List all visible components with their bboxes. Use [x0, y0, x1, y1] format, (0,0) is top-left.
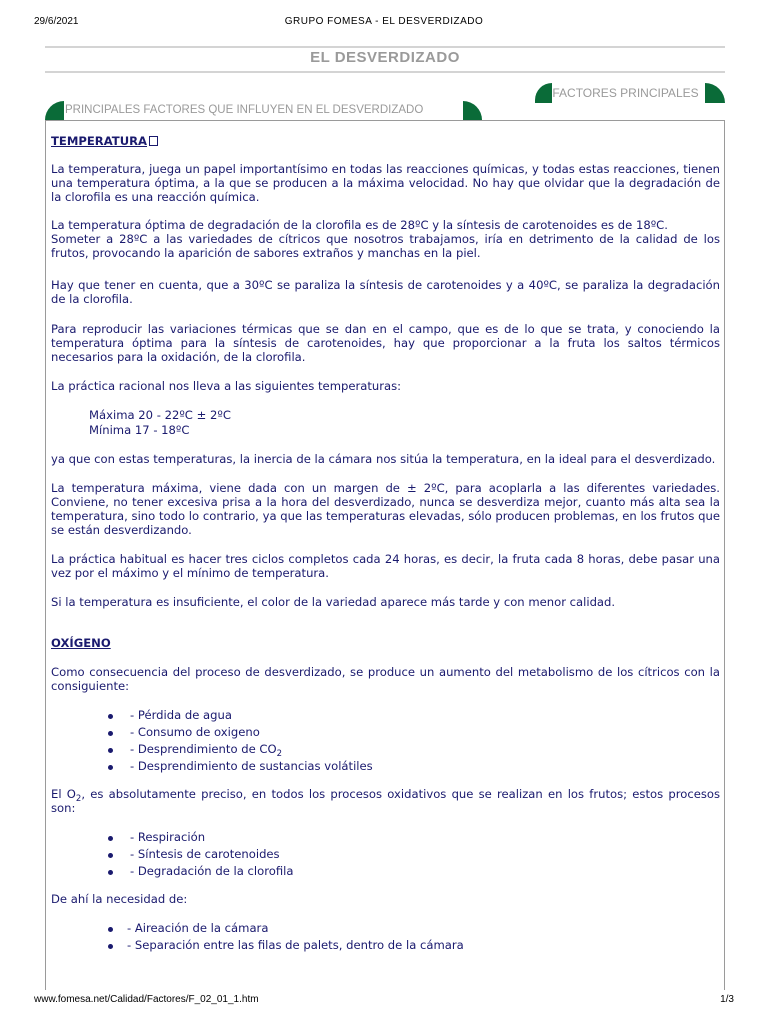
subscript: 2	[276, 749, 283, 759]
paragraph: La temperatura máxima, viene dada con un margen de ± 2ºC, para acoplarla a las diferentes variedades. Conviene, no tener excesiva prisa a la hora del desverdizado, nunca se desverdiza mejor, cuanto más alta sea la temperatura, sino todo lo contrario, ya que las temperaturas elevadas, sólo producen problemas, en los frutos que se están desverdizando.	[51, 481, 720, 537]
tab-cap-left	[45, 101, 64, 120]
list-item: - Respiración	[51, 829, 720, 846]
paragraph: La práctica habitual es hacer tres ciclos completos cada 24 horas, es decir, la fruta cada 8 horas, debe pasar una vez por el máximo y el mínimo de temperatura.	[51, 552, 720, 580]
paragraph: Someter a 28ºC a las variedades de cítricos que nosotros trabajamos, iría en detrimento de la calidad de los frutos, provocando la aparición de sabores extraños y manchas en la piel.	[51, 232, 720, 260]
title-divider	[45, 71, 725, 73]
paragraph: ya que con estas temperaturas, la inercia de la cámara nos sitúa la temperatura, en la ideal para el desverdizado.	[51, 452, 716, 466]
section-heading-temperatura: TEMPERATURA	[51, 134, 148, 148]
paragraph-text: El O	[51, 787, 76, 801]
paragraph: La práctica racional nos lleva a las siguientes temperaturas:	[51, 379, 402, 393]
tab-label: PRINCIPALES FACTORES QUE INFLUYEN EN EL DESVERDIZADO	[65, 104, 424, 116]
list-item: - Pérdida de agua	[51, 707, 720, 724]
page-number: 1/3	[720, 994, 734, 1005]
tab-label: FACTORES PRINCIPALES	[552, 86, 699, 100]
paragraph-text: , es absolutamente preciso, en todos los procesos oxidativos que se realizan en los frutos; estos procesos son:	[51, 787, 721, 815]
square-icon	[149, 136, 158, 146]
tab-principales-factores[interactable]	[45, 101, 482, 120]
print-url: www.fomesa.net/Calidad/Factores/F_02_01_1.htm	[34, 994, 259, 1005]
list-item-text: - Desprendimiento de CO	[130, 742, 277, 756]
tab-cap-right	[705, 83, 725, 103]
paragraph: Para reproducir las variaciones térmicas que se dan en el campo, que es de lo que se trata, y conociendo la temperatura óptima para la síntesis de carotenoides, hay que proporcionar a la fruta los saltos térmicos necesarios para la oxidación, de la clorofila.	[51, 322, 720, 364]
list-processes	[51, 829, 720, 880]
article-content	[51, 134, 720, 954]
subscript: 2	[75, 794, 82, 804]
list-consequences	[51, 707, 720, 775]
temp-min: Mínima 17 - 18ºC	[89, 423, 190, 437]
page-title: EL DESVERDIZADO	[310, 49, 460, 66]
paragraph: Hay que tener en cuenta, que a 30ºC se paraliza la síntesis de carotenoides y a 40ºC, se paraliza la degradación de la clorofila.	[51, 278, 720, 306]
paragraph: Si la temperatura es insuficiente, el color de la variedad aparece más tarde y con menor calidad.	[51, 595, 616, 609]
paragraph: De ahí la necesidad de:	[51, 892, 188, 906]
top-divider	[45, 46, 725, 48]
temp-max: Máxima 20 - 22ºC ± 2ºC	[89, 408, 231, 422]
print-date: 29/6/2021	[34, 16, 79, 27]
paragraph: La temperatura óptima de degradación de la clorofila es de 28ºC y la síntesis de carotenoides es de 18ºC.	[51, 218, 668, 232]
section-heading-oxigeno: OXÍGENO	[51, 636, 111, 650]
list-item: - Síntesis de carotenoides	[51, 846, 720, 863]
list-item: - Separación entre las filas de palets, dentro de la cámara	[51, 937, 720, 954]
list-item: - Consumo de oxigeno	[51, 724, 720, 741]
list-necessities	[51, 920, 720, 954]
tab-cap-right	[463, 101, 482, 120]
tab-factores-principales[interactable]	[535, 83, 725, 103]
paragraph: La temperatura, juega un papel importantísimo en todas las reacciones químicas, y todas estas reacciones, tienen una temperatura óptima, a la que se producen a la máxima velocidad. No hay que olvidar que la degradación de la clorofila es una reacción química.	[51, 162, 720, 204]
print-title: GRUPO FOMESA - EL DESVERDIZADO	[284, 16, 484, 27]
list-item: - Aireación de la cámara	[51, 920, 720, 937]
list-item: - Desprendimiento de sustancias volátiles	[51, 758, 720, 775]
paragraph: Como consecuencia del proceso de desverdizado, se produce un aumento del metabolismo de los cítricos con la consiguiente:	[51, 665, 720, 693]
list-item: - Degradación de la clorofila	[51, 863, 720, 880]
paragraph	[51, 787, 720, 815]
list-item	[51, 741, 720, 758]
